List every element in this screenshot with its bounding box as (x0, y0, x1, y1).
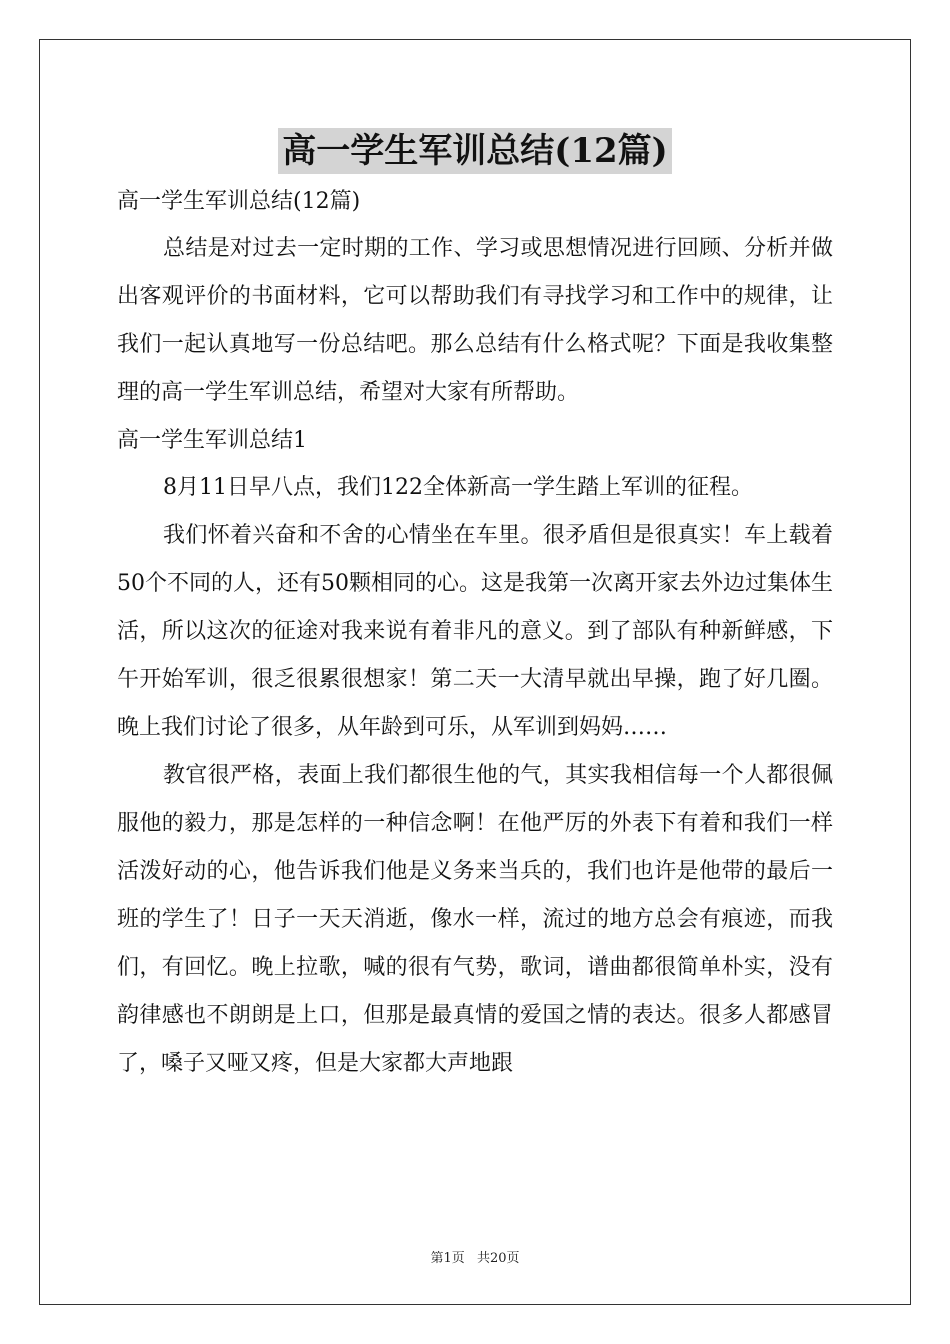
page-total: 共20页 (476, 1251, 520, 1266)
section-heading: 高一学生军训总结1 (117, 428, 307, 453)
body-paragraph-3: 教官很严格，表面上我们都很生他的气，其实我相信每一个人都很佩服他的毅力，那是怎样的一种信念啊！在他严厉的外表下有着和我们一样活泼好动的心，他告诉我们他是义务来当兵的，我们也许是他带的最后一班的学生了！日子一天天消逝，像水一样，流过的地方总会有痕迹，而我们，有回忆。晚上拉歌，喊的很有气势，歌词，谱曲都很简单朴实，没有韵律感也不朗朗是上口，但那是最真情的爱国之情的表达。很多人都感冒了，嗓子又哑又疼，但是大家都大声地跟 (117, 763, 833, 1076)
document-title: 高一学生军训总结(12篇) (278, 128, 672, 174)
page-number: 第1页 (430, 1251, 465, 1266)
document-subtitle: 高一学生军训总结(12篇) (117, 189, 361, 214)
page-footer (0, 1247, 950, 1266)
body-paragraph-2: 我们怀着兴奋和不舍的心情坐在车里。很矛盾但是很真实！车上载着50个不同的人，还有50颗相同的心。这是我第一次离开家去外边过集体生活，所以这次的征途对我来说有着非凡的意义。到了部队有种新鲜感，下午开始军训，很乏很累很想家！第二天一大清早就出早操，跑了好几圈。晚上我们讨论了很多，从年龄到可乐，从军训到妈妈…… (117, 523, 833, 740)
intro-paragraph: 总结是对过去一定时期的工作、学习或思想情况进行回顾、分析并做出客观评价的书面材料，它可以帮助我们有寻找学习和工作中的规律，让我们一起认真地写一份总结吧。那么总结有什么格式呢？下面是我收集整理的高一学生军训总结，希望对大家有所帮助。 (117, 236, 833, 405)
title-container (0, 128, 950, 174)
document-body (117, 178, 833, 1088)
body-paragraph-1: 8月11日早八点，我们122全体新高一学生踏上军训的征程。 (163, 475, 753, 500)
